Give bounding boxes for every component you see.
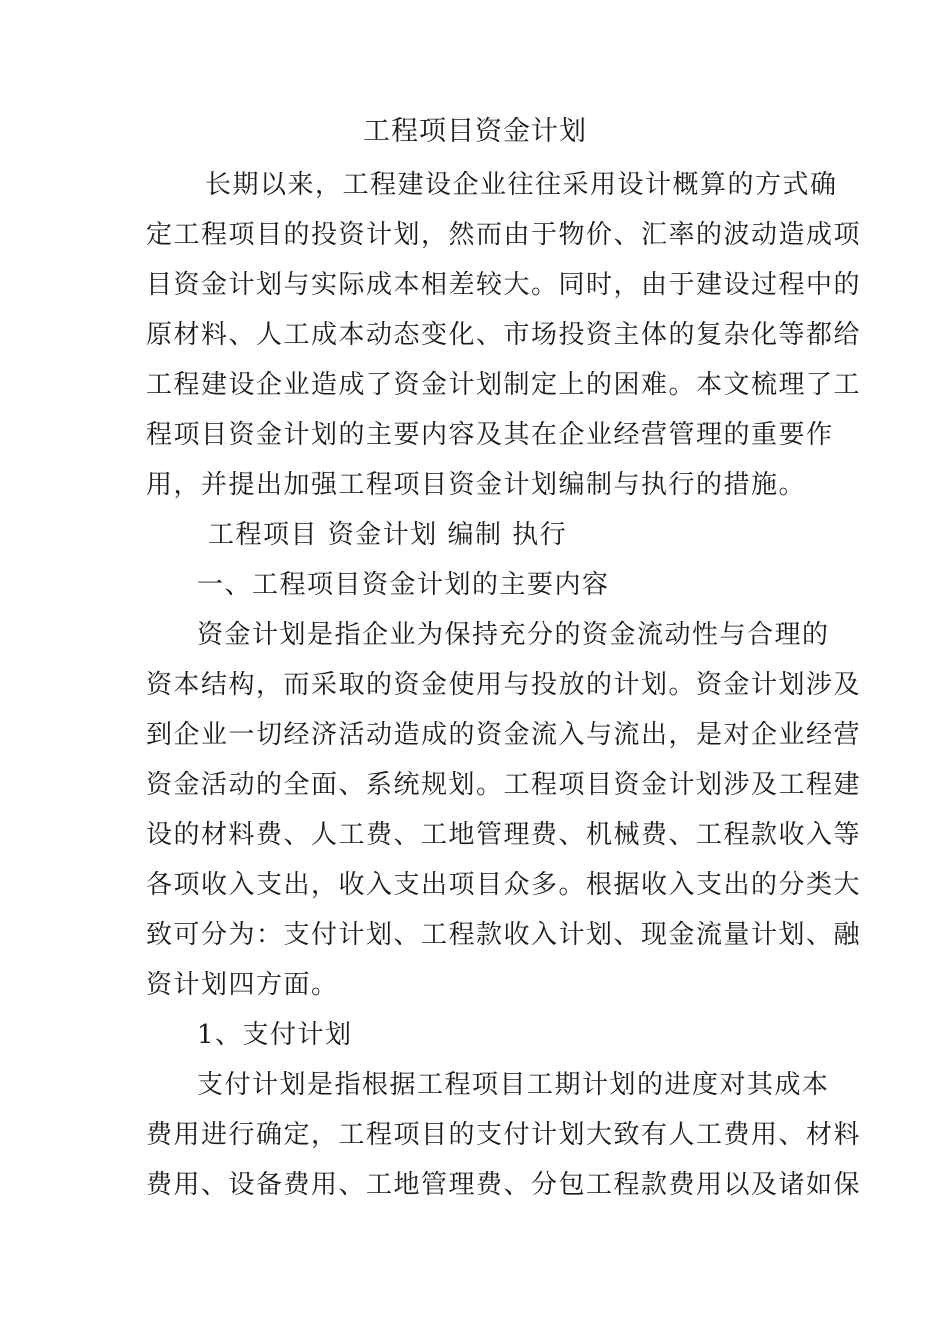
paragraph-line: 费用进行确定，工程项目的支付计划大致有人工费用、材料 xyxy=(146,1120,862,1150)
paragraph-line: 资金计划是指企业为保持充分的资金流动性与合理的 xyxy=(197,620,830,650)
paragraph-line: 原材料、人工成本动态变化、市场投资主体的复杂化等都给 xyxy=(146,320,862,350)
paragraph-line: 长期以来，工程建设企业往往采用设计概算的方式确 xyxy=(205,170,838,200)
paragraph-line: 工程建设企业造成了资金计划制定上的困难。本文梳理了工 xyxy=(146,370,862,400)
paragraph-line: 资计划四方面。 xyxy=(146,970,339,1000)
paragraph-line: 到企业一切经济活动造成的资金流入与流出，是对企业经营 xyxy=(146,720,862,750)
section-heading: 一、工程项目资金计划的主要内容 xyxy=(197,570,610,600)
paragraph-line: 定工程项目的投资计划，然而由于物价、汇率的波动造成项 xyxy=(146,220,862,250)
paragraph-line: 支付计划是指根据工程项目工期计划的进度对其成本 xyxy=(197,1070,830,1100)
subsection-heading: 1、支付计划 xyxy=(197,1020,353,1050)
paragraph-line: 资本结构，而采取的资金使用与投放的计划。资金计划涉及 xyxy=(146,670,862,700)
paragraph-line: 程项目资金计划的主要内容及其在企业经营管理的重要作 xyxy=(146,420,834,450)
paragraph-line: 用，并提出加强工程项目资金计划编制与执行的措施。 xyxy=(146,470,807,500)
paragraph-line: 费用、设备费用、工地管理费、分包工程款费用以及诸如保 xyxy=(146,1170,862,1200)
document-title: 工程项目资金计划 xyxy=(363,116,587,147)
paragraph-line: 资金活动的全面、系统规划。工程项目资金计划涉及工程建 xyxy=(146,770,862,800)
paragraph-line: 各项收入支出，收入支出项目众多。根据收入支出的分类大 xyxy=(146,870,862,900)
keywords-line: 工程项目 资金计划 编制 执行 xyxy=(208,520,568,550)
paragraph-line: 目资金计划与实际成本相差较大。同时，由于建设过程中的 xyxy=(146,270,862,300)
paragraph-line: 设的材料费、人工费、工地管理费、机械费、工程款收入等 xyxy=(146,820,862,850)
paragraph-line: 致可分为：支付计划、工程款收入计划、现金流量计划、融 xyxy=(146,920,862,950)
